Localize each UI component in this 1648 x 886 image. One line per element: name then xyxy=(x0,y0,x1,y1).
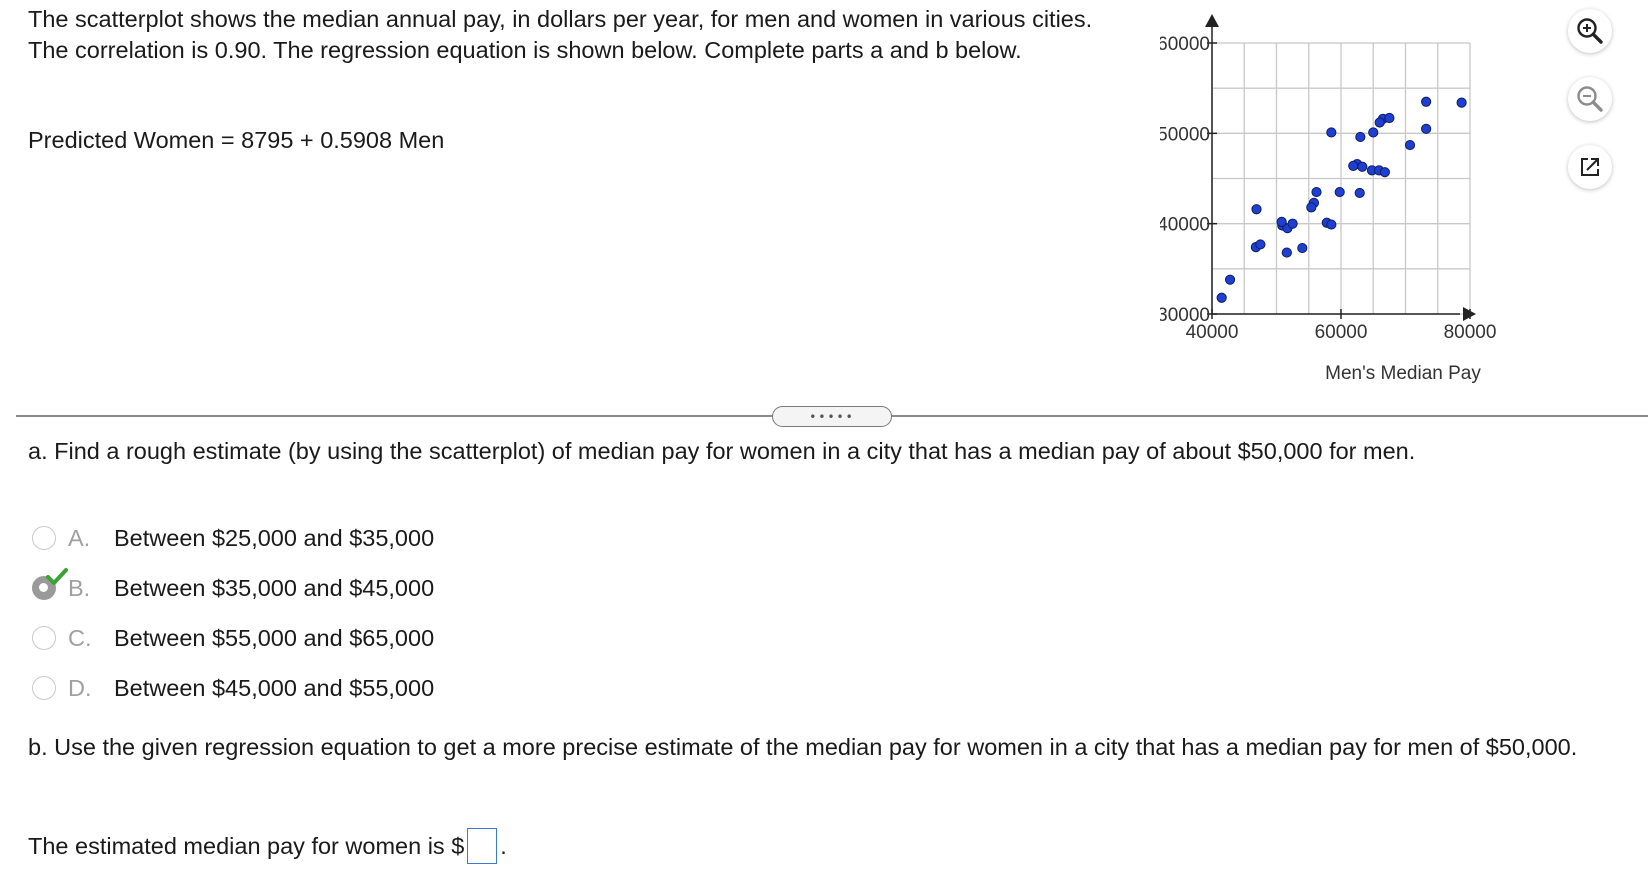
zoom-in-icon xyxy=(1575,16,1605,46)
data-point xyxy=(1327,128,1336,137)
data-point xyxy=(1385,113,1394,122)
data-point xyxy=(1288,219,1297,228)
answer-prefix: The estimated median pay for women is $ xyxy=(28,832,465,859)
choice-text: Between $45,000 and $55,000 xyxy=(114,674,435,701)
part-b-prompt: b. Use the given regression equation to get a more precise estimate of the median pay for women in a city that has a median pay for men of $50,000. xyxy=(28,734,1578,760)
data-point xyxy=(1307,203,1316,212)
choice-text: Between $35,000 and $45,000 xyxy=(114,574,435,601)
data-point xyxy=(1298,243,1307,252)
data-point xyxy=(1375,118,1384,127)
choice-letter: A. xyxy=(68,524,91,551)
y-tick-label: 30000 xyxy=(1160,305,1210,326)
zoom-in-button[interactable] xyxy=(1568,9,1612,53)
checkmark-icon xyxy=(46,568,68,586)
x-axis-label: Men's Median Pay xyxy=(1325,363,1481,384)
y-tick-label: 50000 xyxy=(1160,124,1210,146)
data-point xyxy=(1277,217,1286,226)
question-intro: The scatterplot shows the median annual pay, in dollars per year, for men and women in various cities. The correlation is 0.90. The regression equation is shown below. Complete parts a and b below. xyxy=(28,6,1093,63)
data-point xyxy=(1349,161,1358,170)
popout-icon xyxy=(1577,154,1603,180)
data-point xyxy=(1457,98,1466,107)
data-point xyxy=(1405,140,1414,149)
choice-b[interactable] xyxy=(30,563,434,613)
choice-letter: B. xyxy=(68,574,91,601)
data-point xyxy=(1355,188,1364,197)
scatterplot xyxy=(1160,0,1580,395)
answer-line xyxy=(28,828,507,864)
radio-c[interactable] xyxy=(32,626,56,650)
choice-letter: D. xyxy=(68,674,92,701)
zoom-out-icon xyxy=(1575,84,1605,114)
choice-text: Between $25,000 and $35,000 xyxy=(114,524,435,551)
data-point xyxy=(1225,275,1234,284)
data-point xyxy=(1256,240,1265,249)
y-tick-label: 60000 xyxy=(1160,34,1210,55)
radio-d[interactable] xyxy=(32,676,56,700)
choice-c[interactable] xyxy=(30,613,434,663)
plot-grid xyxy=(1212,43,1470,314)
data-point xyxy=(1282,248,1291,257)
data-point xyxy=(1380,168,1389,177)
x-tick-label: 80000 xyxy=(1443,322,1497,343)
y-axis-arrow xyxy=(1205,14,1219,27)
data-point xyxy=(1252,205,1261,214)
data-point xyxy=(1358,162,1367,171)
data-point xyxy=(1312,187,1321,196)
popout-button[interactable] xyxy=(1568,145,1612,189)
choice-text: Between $55,000 and $65,000 xyxy=(114,624,435,651)
choice-letter: C. xyxy=(68,624,92,651)
data-point xyxy=(1335,187,1344,196)
choice-d[interactable] xyxy=(30,663,434,713)
y-tick-label: 40000 xyxy=(1160,214,1210,236)
part-a-prompt: a. Find a rough estimate (by using the scatterplot) of median pay for women in a city that has a median pay of about $50,000 for men. xyxy=(28,438,1416,464)
radio-a[interactable] xyxy=(32,526,56,550)
x-tick-label: 60000 xyxy=(1314,322,1368,343)
regression-equation: Predicted Women = 8795 + 0.5908 Men xyxy=(28,127,445,153)
answer-suffix: . xyxy=(500,832,507,859)
data-point xyxy=(1369,128,1378,137)
choice-a[interactable] xyxy=(30,513,434,563)
data-point xyxy=(1422,124,1431,133)
x-tick-label: 40000 xyxy=(1185,322,1239,343)
data-point xyxy=(1422,97,1431,106)
scatterplot-panel xyxy=(1160,0,1580,395)
data-point xyxy=(1327,220,1336,229)
data-point xyxy=(1356,132,1365,141)
data-point xyxy=(1217,293,1226,302)
zoom-out-button[interactable] xyxy=(1568,77,1612,121)
expand-toggle-button[interactable]: ••••• xyxy=(772,406,892,427)
answer-choices xyxy=(30,513,434,713)
plot-tick-labels xyxy=(1160,34,1496,343)
answer-input[interactable] xyxy=(467,828,497,864)
